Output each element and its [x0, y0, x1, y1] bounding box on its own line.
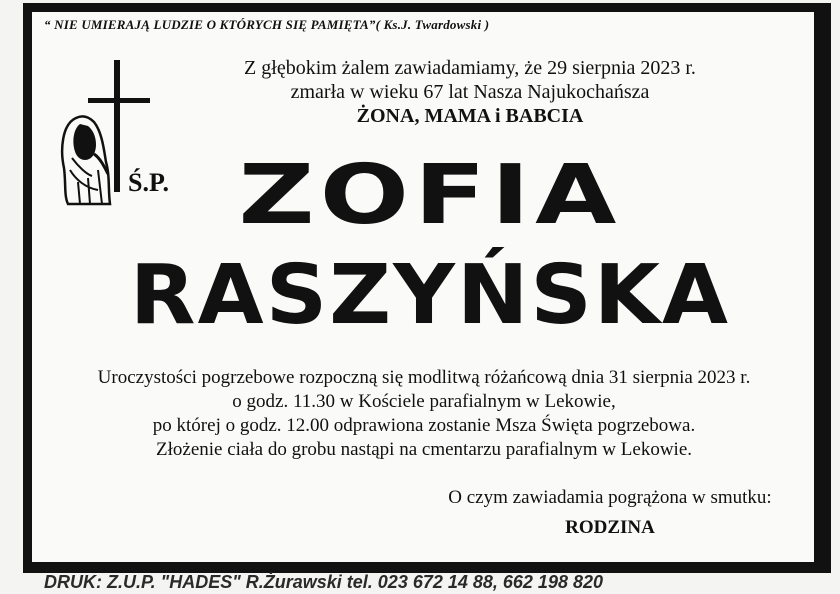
funeral-detail-line: Złożenie ciała do grobu nastąpi na cmentarzu parafialnym w Lekowie.	[156, 439, 692, 460]
funeral-detail-line: po której o godz. 12.00 odprawiona zostanie Msza Święta pogrzebowa.	[152, 415, 696, 436]
family-role: ŻONA, MAMA i BABCIA	[356, 105, 584, 127]
deceased-prefix: Ś.P.	[128, 168, 169, 197]
printer-footer: DRUK: Z.U.P. "HADES" R.Żurawski tel. 023 672 14 88, 662 198 820	[44, 572, 604, 592]
funeral-detail-line: o godz. 11.30 w Kościele parafialnym w Lekowie,	[232, 391, 616, 412]
deceased-first-name: ZOFIA	[238, 148, 622, 243]
funeral-detail-line: Uroczystości pogrzebowe rozpoczną się modlitwą różańcową dnia 31 sierpnia 2023 r.	[97, 367, 751, 388]
announcement-line-2: zmarła w wieku 67 lat Nasza Najukochańsza	[290, 81, 650, 103]
closing-line: O czym zawiadamia pogrążona w smutku:	[448, 487, 772, 508]
deceased-last-name: RASZYŃSKA	[129, 248, 731, 343]
epigraph-quote: “ NIE UMIERAJĄ LUDZIE O KTÓRYCH SIĘ PAMIĘTA”( Ks.J. Twardowski )	[44, 17, 490, 32]
family-signature: RODZINA	[565, 517, 655, 538]
announcement-line-1: Z głębokim żalem zawiadamiamy, że 29 sierpnia 2023 r.	[244, 57, 696, 79]
